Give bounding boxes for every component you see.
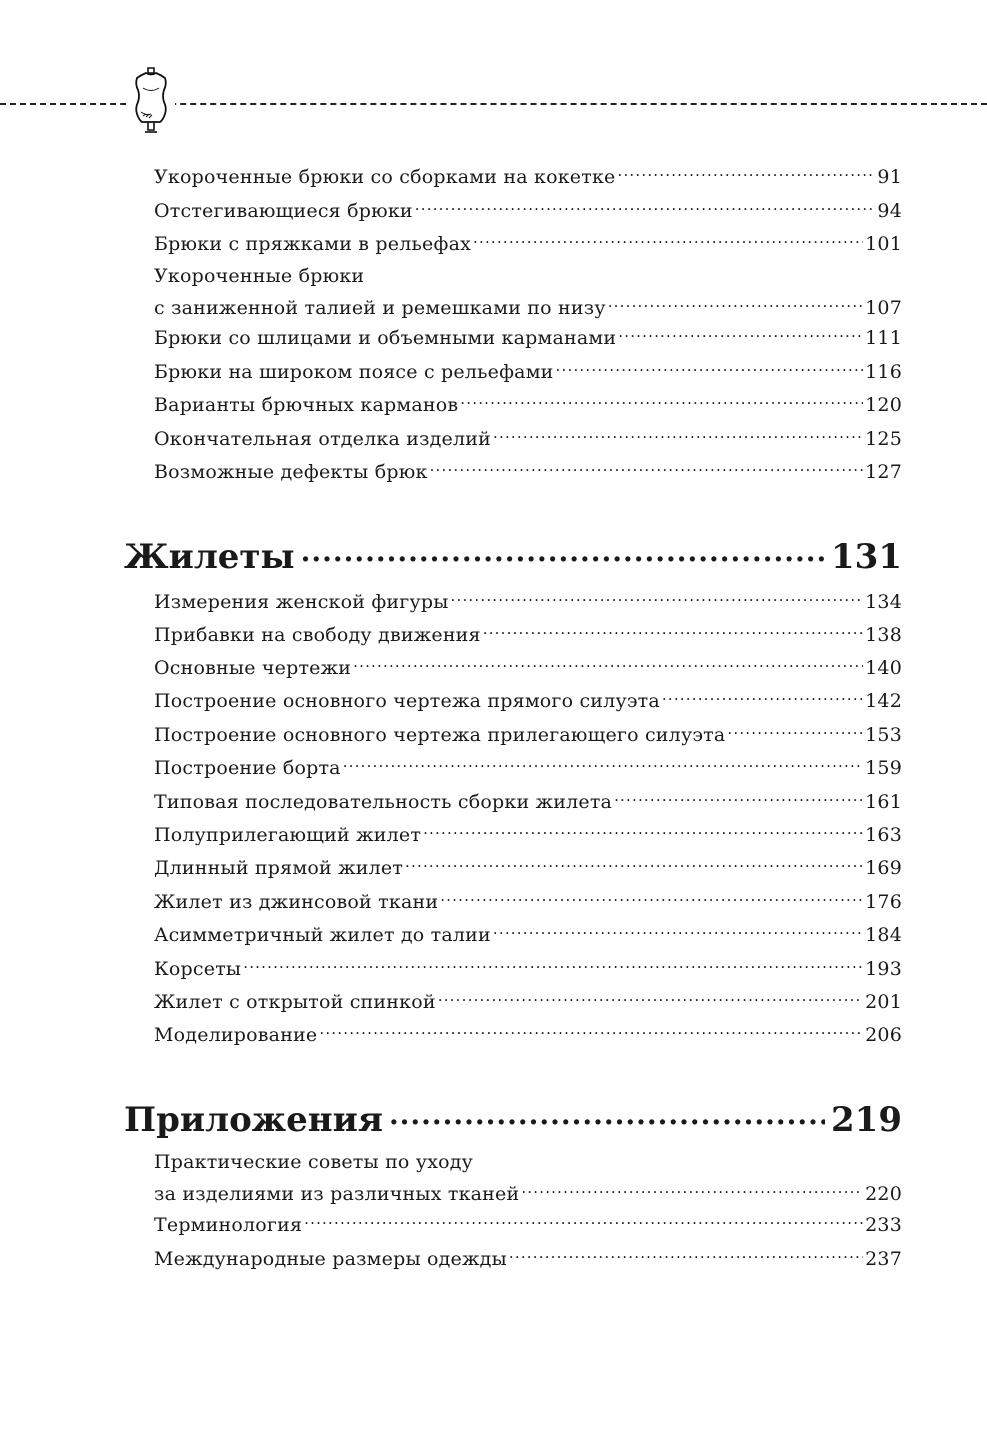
toc-entry[interactable] (154, 685, 902, 717)
toc-entry[interactable] (154, 161, 902, 193)
toc-entry-title: Длинный прямой жилет (154, 857, 404, 879)
dot-leader (243, 956, 863, 975)
toc-entry-title: Основные чертежи (154, 657, 352, 679)
dot-leader (353, 655, 863, 674)
dot-leader (301, 534, 825, 568)
toc-entry[interactable] (154, 389, 902, 421)
dot-leader (608, 295, 863, 314)
toc-entry[interactable] (154, 228, 902, 260)
toc-entry-title: Окончательная отделка изделий (154, 428, 492, 450)
toc-entry-title: Варианты брючных карманов (154, 394, 459, 416)
toc-entry[interactable] (154, 195, 902, 227)
toc-entry-title: Брюки на широком поясе с рельефами (154, 361, 554, 383)
toc-entry-title-line1: Укороченные брюки (154, 265, 365, 287)
toc-entry-page: 116 (865, 361, 902, 383)
toc-entry-title: Моделирование (154, 1024, 318, 1046)
toc-entry[interactable] (154, 260, 902, 324)
dot-leader (662, 688, 863, 707)
toc-entry-title: Измерения женской фигуры (154, 591, 449, 613)
toc-entry[interactable] (154, 953, 902, 985)
dot-leader (319, 1022, 863, 1041)
toc-section-page: 131 (831, 537, 902, 577)
toc-entry-title: Построение основного чертежа прямого силуэта (154, 690, 660, 712)
toc-entry-title: Построение основного чертежа прилегающего силуэта (154, 724, 726, 746)
toc-entry[interactable] (154, 1243, 902, 1275)
toc-entry[interactable] (154, 819, 902, 851)
toc-entry-page: 176 (865, 891, 902, 913)
toc-section-title: Жилеты (124, 537, 295, 577)
toc-entry[interactable] (154, 652, 902, 684)
toc-entry-page: 233 (865, 1214, 902, 1236)
dot-leader (493, 922, 863, 941)
toc-entry-title: Укороченные брюки со сборками на кокетке (154, 166, 616, 188)
toc-entry-title-line1: Практические советы по уходу (154, 1151, 474, 1173)
toc-entry[interactable] (154, 719, 902, 751)
dress-form-icon (127, 66, 175, 136)
toc-entry[interactable] (154, 752, 902, 784)
toc-entry-page: 111 (865, 327, 902, 349)
toc-entry-page: 94 (877, 200, 902, 222)
toc-entry-title: с заниженной талией и ремешками по низу (154, 297, 606, 319)
toc-entry-page: 169 (865, 857, 902, 879)
dot-leader (618, 325, 863, 344)
dot-leader (304, 1212, 863, 1231)
toc-entry-page: 159 (865, 757, 902, 779)
toc-entry[interactable] (154, 356, 902, 388)
toc-entry-title: Брюки с пряжками в рельефах (154, 233, 472, 255)
dot-leader (438, 989, 863, 1008)
toc-entry-title: Брюки со шлицами и объемными карманами (154, 327, 617, 349)
toc-entry-page: 193 (865, 958, 902, 980)
toc-entry-page: 153 (865, 724, 902, 746)
dot-leader (556, 359, 864, 378)
toc-entry-title: Типовая последовательность сборки жилета (154, 791, 613, 813)
toc-entry-page: 201 (865, 991, 902, 1013)
toc-entry[interactable] (154, 423, 902, 455)
toc-entry[interactable] (154, 322, 902, 354)
toc-entry-page: 138 (865, 624, 902, 646)
toc-entry-page: 91 (877, 166, 902, 188)
dot-leader (405, 855, 863, 874)
toc-entry[interactable] (154, 886, 902, 918)
toc-entry-title: Полуприлегающий жилет (154, 824, 422, 846)
toc-entry[interactable] (154, 456, 902, 488)
toc-entry[interactable] (154, 1209, 902, 1241)
toc-entry-page: 101 (865, 233, 902, 255)
toc-entry-title: за изделиями из различных тканей (154, 1183, 520, 1205)
toc-entry-page: 127 (865, 461, 902, 483)
dot-leader (618, 164, 876, 183)
toc-entry[interactable] (154, 852, 902, 884)
toc-entry-title: Прибавки на свободу движения (154, 624, 481, 646)
dot-leader (473, 231, 863, 250)
toc-entry-page: 125 (865, 428, 902, 450)
dot-leader (493, 426, 863, 445)
toc-entry-title: Международные размеры одежды (154, 1248, 507, 1270)
toc-entry-page: 237 (865, 1248, 902, 1270)
dot-leader (614, 789, 863, 808)
toc-entry-title: Жилет с открытой спинкой (154, 991, 436, 1013)
dot-leader (451, 589, 864, 608)
toc-entry[interactable] (154, 1019, 902, 1051)
toc-entry-title: Построение борта (154, 757, 341, 779)
dot-leader (343, 755, 863, 774)
toc-entry[interactable] (154, 919, 902, 951)
toc-entry[interactable] (154, 619, 902, 651)
dot-leader (415, 198, 876, 217)
toc-section-title: Приложения (124, 1100, 383, 1140)
toc-entry-title: Терминология (154, 1214, 303, 1236)
dot-leader (430, 459, 864, 478)
toc-entry-page: 206 (865, 1024, 902, 1046)
toc-entry-title: Корсеты (154, 958, 242, 980)
toc-entry[interactable] (154, 1146, 902, 1210)
toc-entry-title: Жилет из джинсовой ткани (154, 891, 439, 913)
toc-entry-page: 163 (865, 824, 902, 846)
toc-entry-page: 220 (865, 1183, 902, 1205)
toc-entry[interactable] (154, 786, 902, 818)
dot-leader (389, 1097, 825, 1131)
toc-section-page: 219 (831, 1100, 902, 1140)
dot-leader (423, 822, 863, 841)
dot-leader (727, 722, 863, 741)
toc-entry-title: Отстегивающиеся брюки (154, 200, 413, 222)
toc-entry-title: Асимметричный жилет до талии (154, 924, 491, 946)
toc-entry[interactable] (154, 586, 902, 618)
dot-leader (440, 889, 863, 908)
dot-leader (509, 1246, 863, 1265)
toc-entry-page: 142 (865, 690, 902, 712)
toc-entry-page: 107 (865, 297, 902, 319)
dot-leader (521, 1181, 863, 1200)
toc-entry-page: 140 (865, 657, 902, 679)
toc-entry-page: 184 (865, 924, 902, 946)
dot-leader (460, 392, 863, 411)
toc-entry[interactable] (154, 986, 902, 1018)
toc-section-heading[interactable] (124, 1097, 902, 1142)
toc-entry-page: 134 (865, 591, 902, 613)
toc-entry-title: Возможные дефекты брюк (154, 461, 428, 483)
toc-entry-page: 120 (865, 394, 902, 416)
toc-section-heading[interactable] (124, 534, 902, 579)
toc-entry-page: 161 (865, 791, 902, 813)
dot-leader (483, 622, 863, 641)
